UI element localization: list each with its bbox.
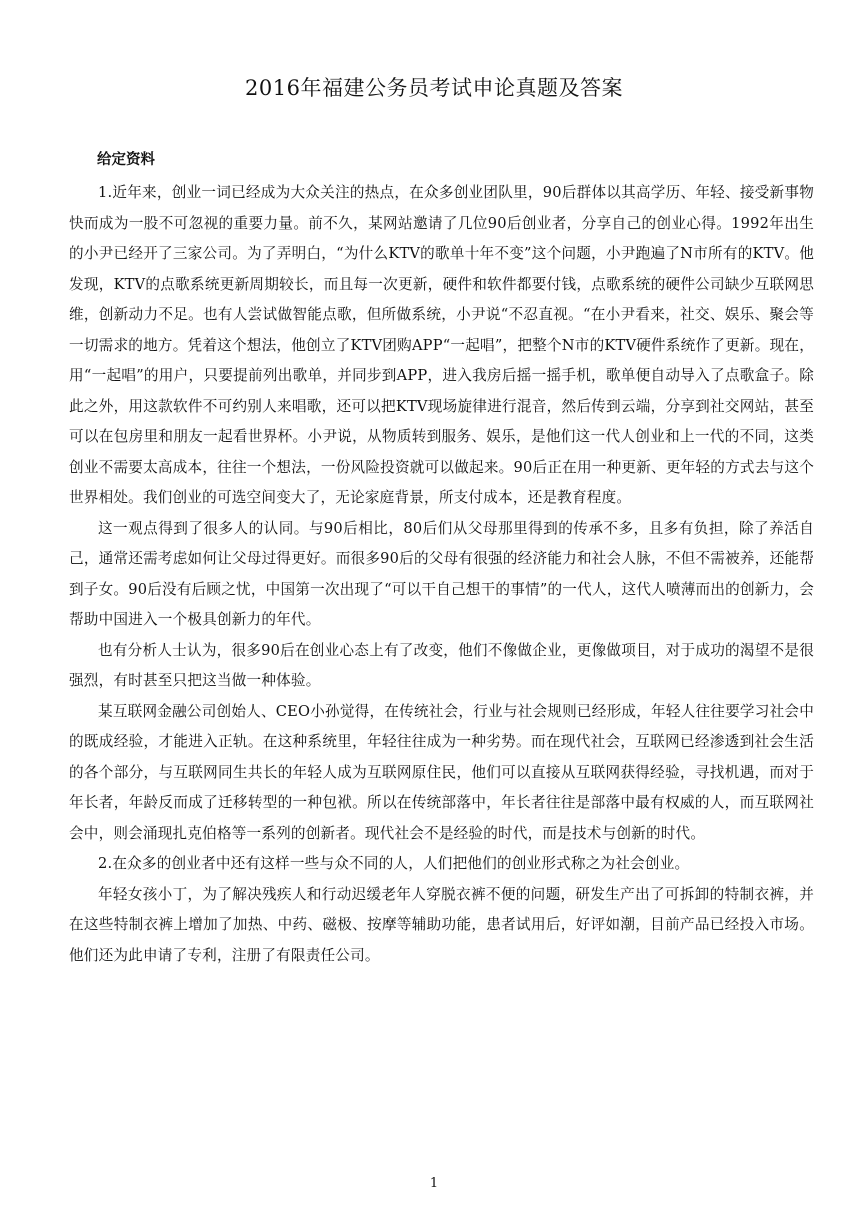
paragraph-3: 也有分析人士认为，很多90后在创业心态上有了改变，他们不像做企业，更像做项目，对于成功的渴望不是很强烈，有时甚至只把这当做一种体验。 — [69, 641, 814, 689]
section-heading: 给定资料 — [97, 151, 155, 168]
page-number: 1 — [429, 1176, 439, 1191]
paragraph-1: 1.近年来，创业一词已经成为大众关注的热点，在众多创业团队里，90后群体以其高学历、年轻、接受新事物快而成为一股不可忽视的重要力量。前不久，某网站邀请了几位90后创业者，分享自己的创业心得。1992年出生的小尹已经开了三家公司。为了弄明白，“为什么KTV的歌单十年不变”这个问题，小尹跑遍了N市所有的KTV。他发现，KTV的点歌系统更新周期较长，而且每一次更新，硬件和软件都要付钱，点歌系统的硬件公司缺少互联网思维，创新动力不足。也有人尝试做智能点歌，但所做系统，小尹说“不忍直视。“在小尹看来，社交、娱乐、聚会等一切需求的地方。凭着这个想法，他创立了KTV团购APP“一起唱”，把整个N市的KTV硬件系统作了更新。现在，用“一起唱”的用户，只要提前列出歌单，并同步到APP，进入我房后摇一摇手机，歌单便自动导入了点歌盒子。除此之外，用这款软件不可约别人来唱歌，还可以把KTV现场旋律进行混音，然后传到云端，分享到社交网站，甚至可以在包房里和朋友一起看世界杯。小尹说，从物质转到服务、娱乐，是他们这一代人创业和上一代的不同，这类创业不需要太高成本，往往一个想法，一份风险投资就可以做起来。90后正在用一种更新、更年轻的方式去与这个世界相处。我们创业的可选空间变大了，无论家庭背景，所支付成本，还是教育程度。 — [69, 184, 814, 506]
paragraph-4: 某互联网金融公司创始人、CEO小孙觉得，在传统社会，行业与社会规则已经形成，年轻人往往要学习社会中的既成经验，才能进入正轨。在这种系统里，年轻往往成为一种劣势。而在现代社会，互联网已经渗透到社会生活的各个部分，与互联网同生共长的年轻人成为互联网原住民，他们可以直接从互联网获得经验，寻找机遇，而对于年长者，年龄反而成了迁移转型的一种包袱。所以在传统部落中，年长者往往是部落中最有权威的人，而互联网社会中，则会涌现扎克伯格等一系列的创新者。现代社会不是经验的时代，而是技术与创新的时代。 — [69, 702, 814, 842]
document-title: 2016年福建公务员考试申论真题及答案 — [245, 76, 623, 100]
paragraph-5: 2.在众多的创业者中还有这样一些与众不同的人，人们把他们的创业形式称之为社会创业。 — [98, 855, 690, 872]
body-text — [69, 178, 814, 971]
paragraph-2: 这一观点得到了很多人的认同。与90后相比，80后们从父母那里得到的传承不多，且多有负担，除了养活自己，通常还需考虑如何让父母过得更好。而很多90后的父母有很强的经济能力和社会人脉，不但不需被养，还能帮到子女。90后没有后顾之忧，中国第一次出现了“可以干自己想干的事情”的一代人，这代人喷薄而出的创新力，会帮助中国进入一个极具创新力的年代。 — [69, 519, 814, 628]
paragraph-6: 年轻女孩小丁，为了解决残疾人和行动迟缓老年人穿脱衣裤不便的问题，研发生产出了可拆卸的特制衣裤，并在这些特制衣裤上增加了加热、中药、磁极、按摩等辅助功能，患者试用后，好评如潮，目前产品已经投入市场。他们还为此申请了专利，注册了有限责任公司。 — [69, 885, 814, 964]
